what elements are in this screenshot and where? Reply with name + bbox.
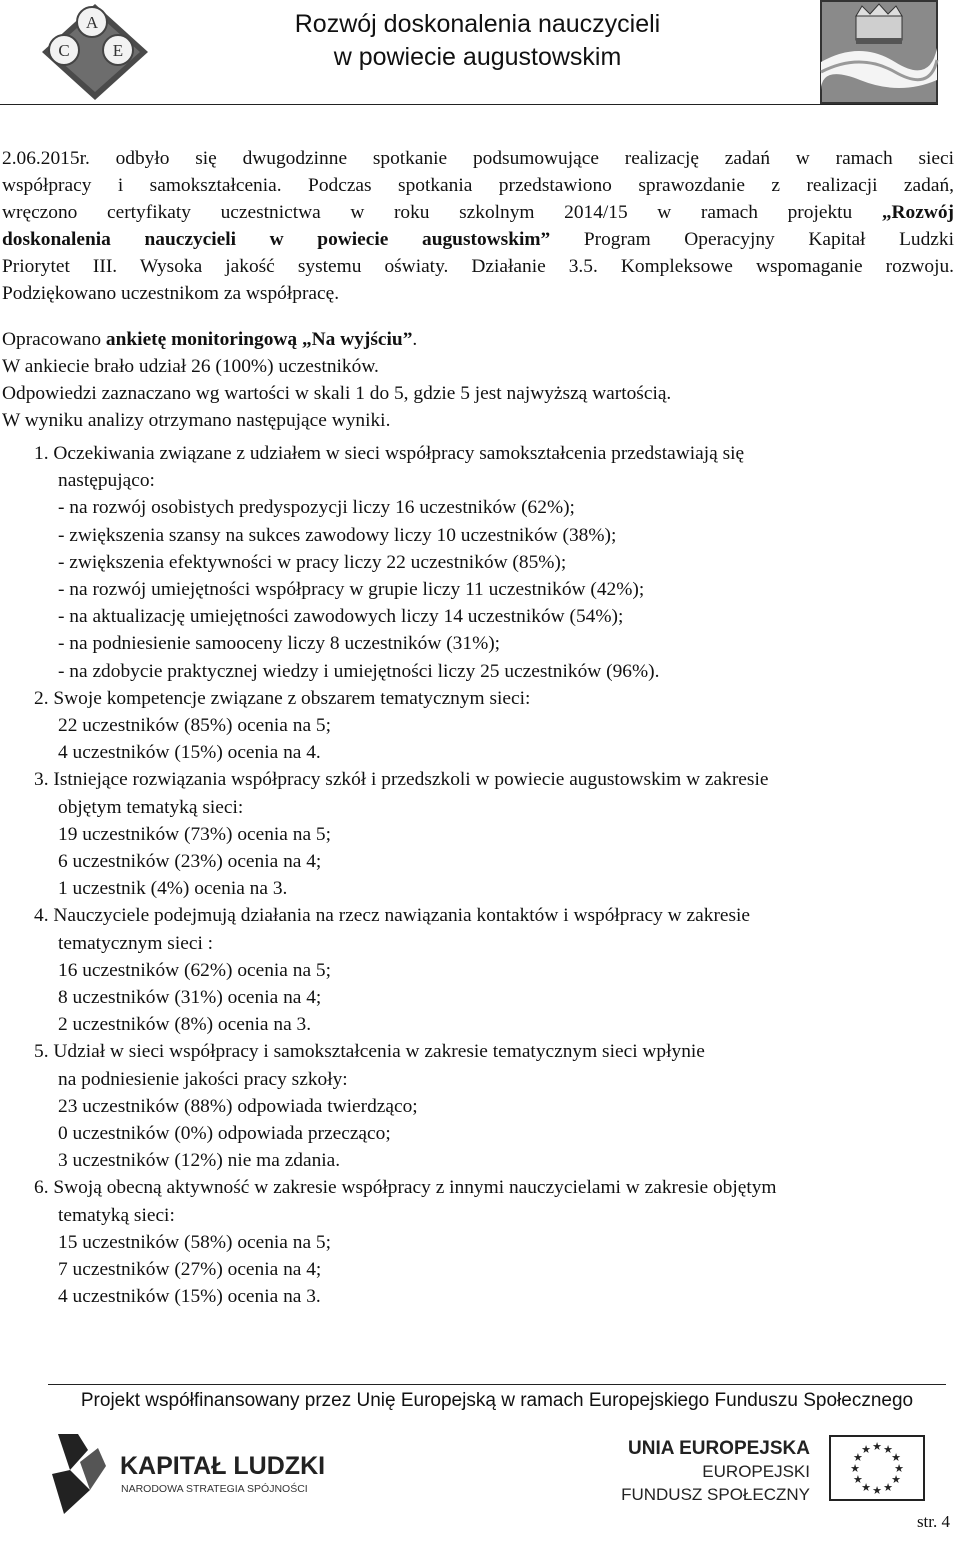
result-1-line: - zwiększenia szansy na sukces zawodowy liczy 10 uczestników (38%);: [58, 524, 617, 546]
eu-star-icon: ★: [872, 1484, 882, 1497]
survey-line-2: W ankiecie brało udział 26 (100%) uczestników.: [2, 356, 379, 377]
eu-flag-logo: [621, 1432, 930, 1510]
survey-name: ankietę monitoringową „Na wyjściu”: [105, 329, 413, 350]
survey-line-4: W wyniku analizy otrzymano następujące wyniki.: [2, 410, 391, 431]
result-item-5: 5. Udział w sieci współpracy i samokształcenia w zakresie tematycznym sieci wpłynie: [34, 1041, 705, 1063]
result-5-line: 0 uczestników (0%) odpowiada przecząco;: [58, 1123, 391, 1144]
title-line-1: Rozwój doskonalenia nauczycieli: [294, 10, 661, 38]
ue-line-2: EUROPEJSKI: [702, 1462, 810, 1481]
project-name-end: doskonalenia nauczycieli w powiecie augustowskim”: [2, 229, 551, 250]
survey-line-1-text: Opracowano: [2, 329, 106, 350]
title-line-2: w powiecie augustowskim: [333, 43, 622, 71]
ue-line-1: UNIA EUROPEJSKA: [628, 1438, 810, 1459]
eu-star-icon: ★: [883, 1481, 893, 1495]
intro-line-4-text: Program Operacyjny Kapitał Ludzki: [550, 229, 954, 250]
intro-line-1: 2.06.2015r. odbyło się dwugodzinne spotkanie podsumowujące realizację zadań w ramach sieci: [2, 148, 954, 169]
kapital-ludzki-logo: [50, 1430, 340, 1522]
eu-star-icon: ★: [883, 1442, 893, 1456]
intro-line-6: Podziękowano uczestnikom za współpracę.: [2, 283, 340, 304]
result-2-line: 4 uczestników (15%) ocenia na 4.: [58, 742, 321, 764]
eu-star-icon: ★: [852, 1451, 863, 1464]
project-name-start: „Rozwój: [881, 202, 954, 223]
intro-line-3-text: wręczono certyfikaty uczestnictwa w roku szkolnym 2014/15 w ramach projektu: [2, 202, 882, 223]
eu-star-icon: ★: [861, 1442, 871, 1456]
result-5-line: na podniesienie jakości pracy szkoły:: [58, 1068, 348, 1090]
survey-line-3: Odpowiedzi zaznaczano wg wartości w skali 1 do 5, gdzie 5 jest najwyższą wartością.: [2, 383, 672, 404]
result-item-4: 4. Nauczyciele podejmują działania na rzecz nawiązania kontaktów i współpracy w zakresie: [34, 905, 751, 927]
result-1-line: - zwiększenia efektywności w pracy liczy 22 uczestników (85%);: [58, 551, 567, 573]
header-divider: [0, 104, 938, 105]
result-6-line: 7 uczestników (27%) ocenia na 4;: [58, 1259, 322, 1280]
eu-star-icon: ★: [861, 1481, 871, 1495]
result-5-line: 3 uczestników (12%) nie ma zdania.: [58, 1150, 341, 1172]
eu-star-icon: ★: [852, 1473, 863, 1486]
county-crest-icon: [820, 0, 938, 104]
result-4-line: 8 uczestników (31%) ocenia na 4;: [58, 987, 322, 1008]
result-1-line: - na podniesienie samooceny liczy 8 uczestników (31%);: [58, 633, 501, 655]
eu-star-icon: ★: [891, 1473, 902, 1486]
ue-line-3: FUNDUSZ SPOŁECZNY: [621, 1485, 810, 1504]
result-6-line: 15 uczestników (58%) ocenia na 5;: [58, 1231, 331, 1253]
result-6-line: 4 uczestników (15%) ocenia na 3.: [58, 1286, 321, 1308]
result-3-line: 19 uczestników (73%) ocenia na 5;: [58, 823, 331, 845]
logo-letter-e: E: [112, 41, 124, 60]
result-5-line: 23 uczestników (88%) odpowiada twierdząco;: [58, 1095, 418, 1117]
result-3-line: 1 uczestnik (4%) ocenia na 3.: [58, 878, 288, 900]
logo-letter-c: C: [58, 41, 70, 60]
intro-line-4: [2, 226, 954, 253]
result-item-3: 3. Istniejące rozwiązania współpracy szkół i przedszkoli w powiecie augustowskim w zakresie: [34, 769, 769, 791]
result-2-line: 22 uczestników (85%) ocenia na 5;: [58, 715, 331, 736]
result-item-2: 2. Swoje kompetencje związane z obszarem tematycznym sieci:: [34, 687, 531, 709]
result-6-line: tematyką sieci:: [58, 1204, 175, 1226]
eu-star-icon: ★: [894, 1462, 904, 1475]
result-1-line: - na rozwój osobistych predyspozycji liczy 16 uczestników (62%);: [58, 497, 575, 519]
result-1-line: następująco:: [58, 470, 155, 492]
result-item-6: 6. Swoją obecną aktywność w zakresie współpracy z innymi nauczycielami w zakresie objętym: [34, 1177, 777, 1199]
intro-line-5: Priorytet III. Wysoka jakość systemu oświaty. Działanie 3.5. Kompleksowe wspomaganie rozwoju.: [2, 256, 954, 277]
survey-line-1-dot: .: [412, 329, 418, 350]
result-1-line: - na zdobycie praktycznej wiedzy i umiejętności liczy 25 uczestników (96%).: [58, 660, 660, 682]
intro-line-2: współpracy i samokształcenia. Podczas spotkania przedstawiono sprawozdanie z realizacji zadań,: [2, 175, 954, 196]
eu-star-icon: ★: [850, 1462, 860, 1475]
ace-logo: [30, 2, 160, 102]
result-4-line: 2 uczestników (8%) ocenia na 3.: [58, 1014, 312, 1036]
document-title: [240, 8, 715, 74]
kl-name: KAPITAŁ LUDZKI: [120, 1452, 326, 1480]
result-3-line: objętym tematyką sieci:: [58, 796, 244, 818]
logo-letter-a: A: [85, 13, 99, 32]
footer-text: Projekt współfinansowany przez Unię Europejską w ramach Europejskiego Funduszu Społecznego: [80, 1390, 914, 1411]
kl-subtitle: NARODOWA STRATEGIA SPÓJNOŚCI: [121, 1483, 308, 1495]
eu-star-icon: ★: [872, 1440, 882, 1453]
eu-star-icon: ★: [891, 1451, 902, 1464]
survey-line-1: [2, 326, 417, 353]
result-3-line: 6 uczestników (23%) ocenia na 4;: [58, 851, 322, 872]
footer-divider: [48, 1384, 946, 1385]
page-number: str. 4: [916, 1512, 950, 1531]
result-item-1: 1. Oczekiwania związane z udziałem w sieci współpracy samokształcenia przedstawiają się: [34, 443, 745, 464]
result-4-line: tematycznym sieci :: [58, 932, 214, 954]
intro-line-3: [2, 199, 954, 226]
result-1-line: - na rozwój umiejętności współpracy w grupie liczy 11 uczestników (42%);: [58, 579, 645, 600]
result-1-line: - na aktualizację umiejętności zawodowych liczy 14 uczestników (54%);: [58, 606, 624, 628]
result-4-line: 16 uczestników (62%) ocenia na 5;: [58, 959, 331, 981]
